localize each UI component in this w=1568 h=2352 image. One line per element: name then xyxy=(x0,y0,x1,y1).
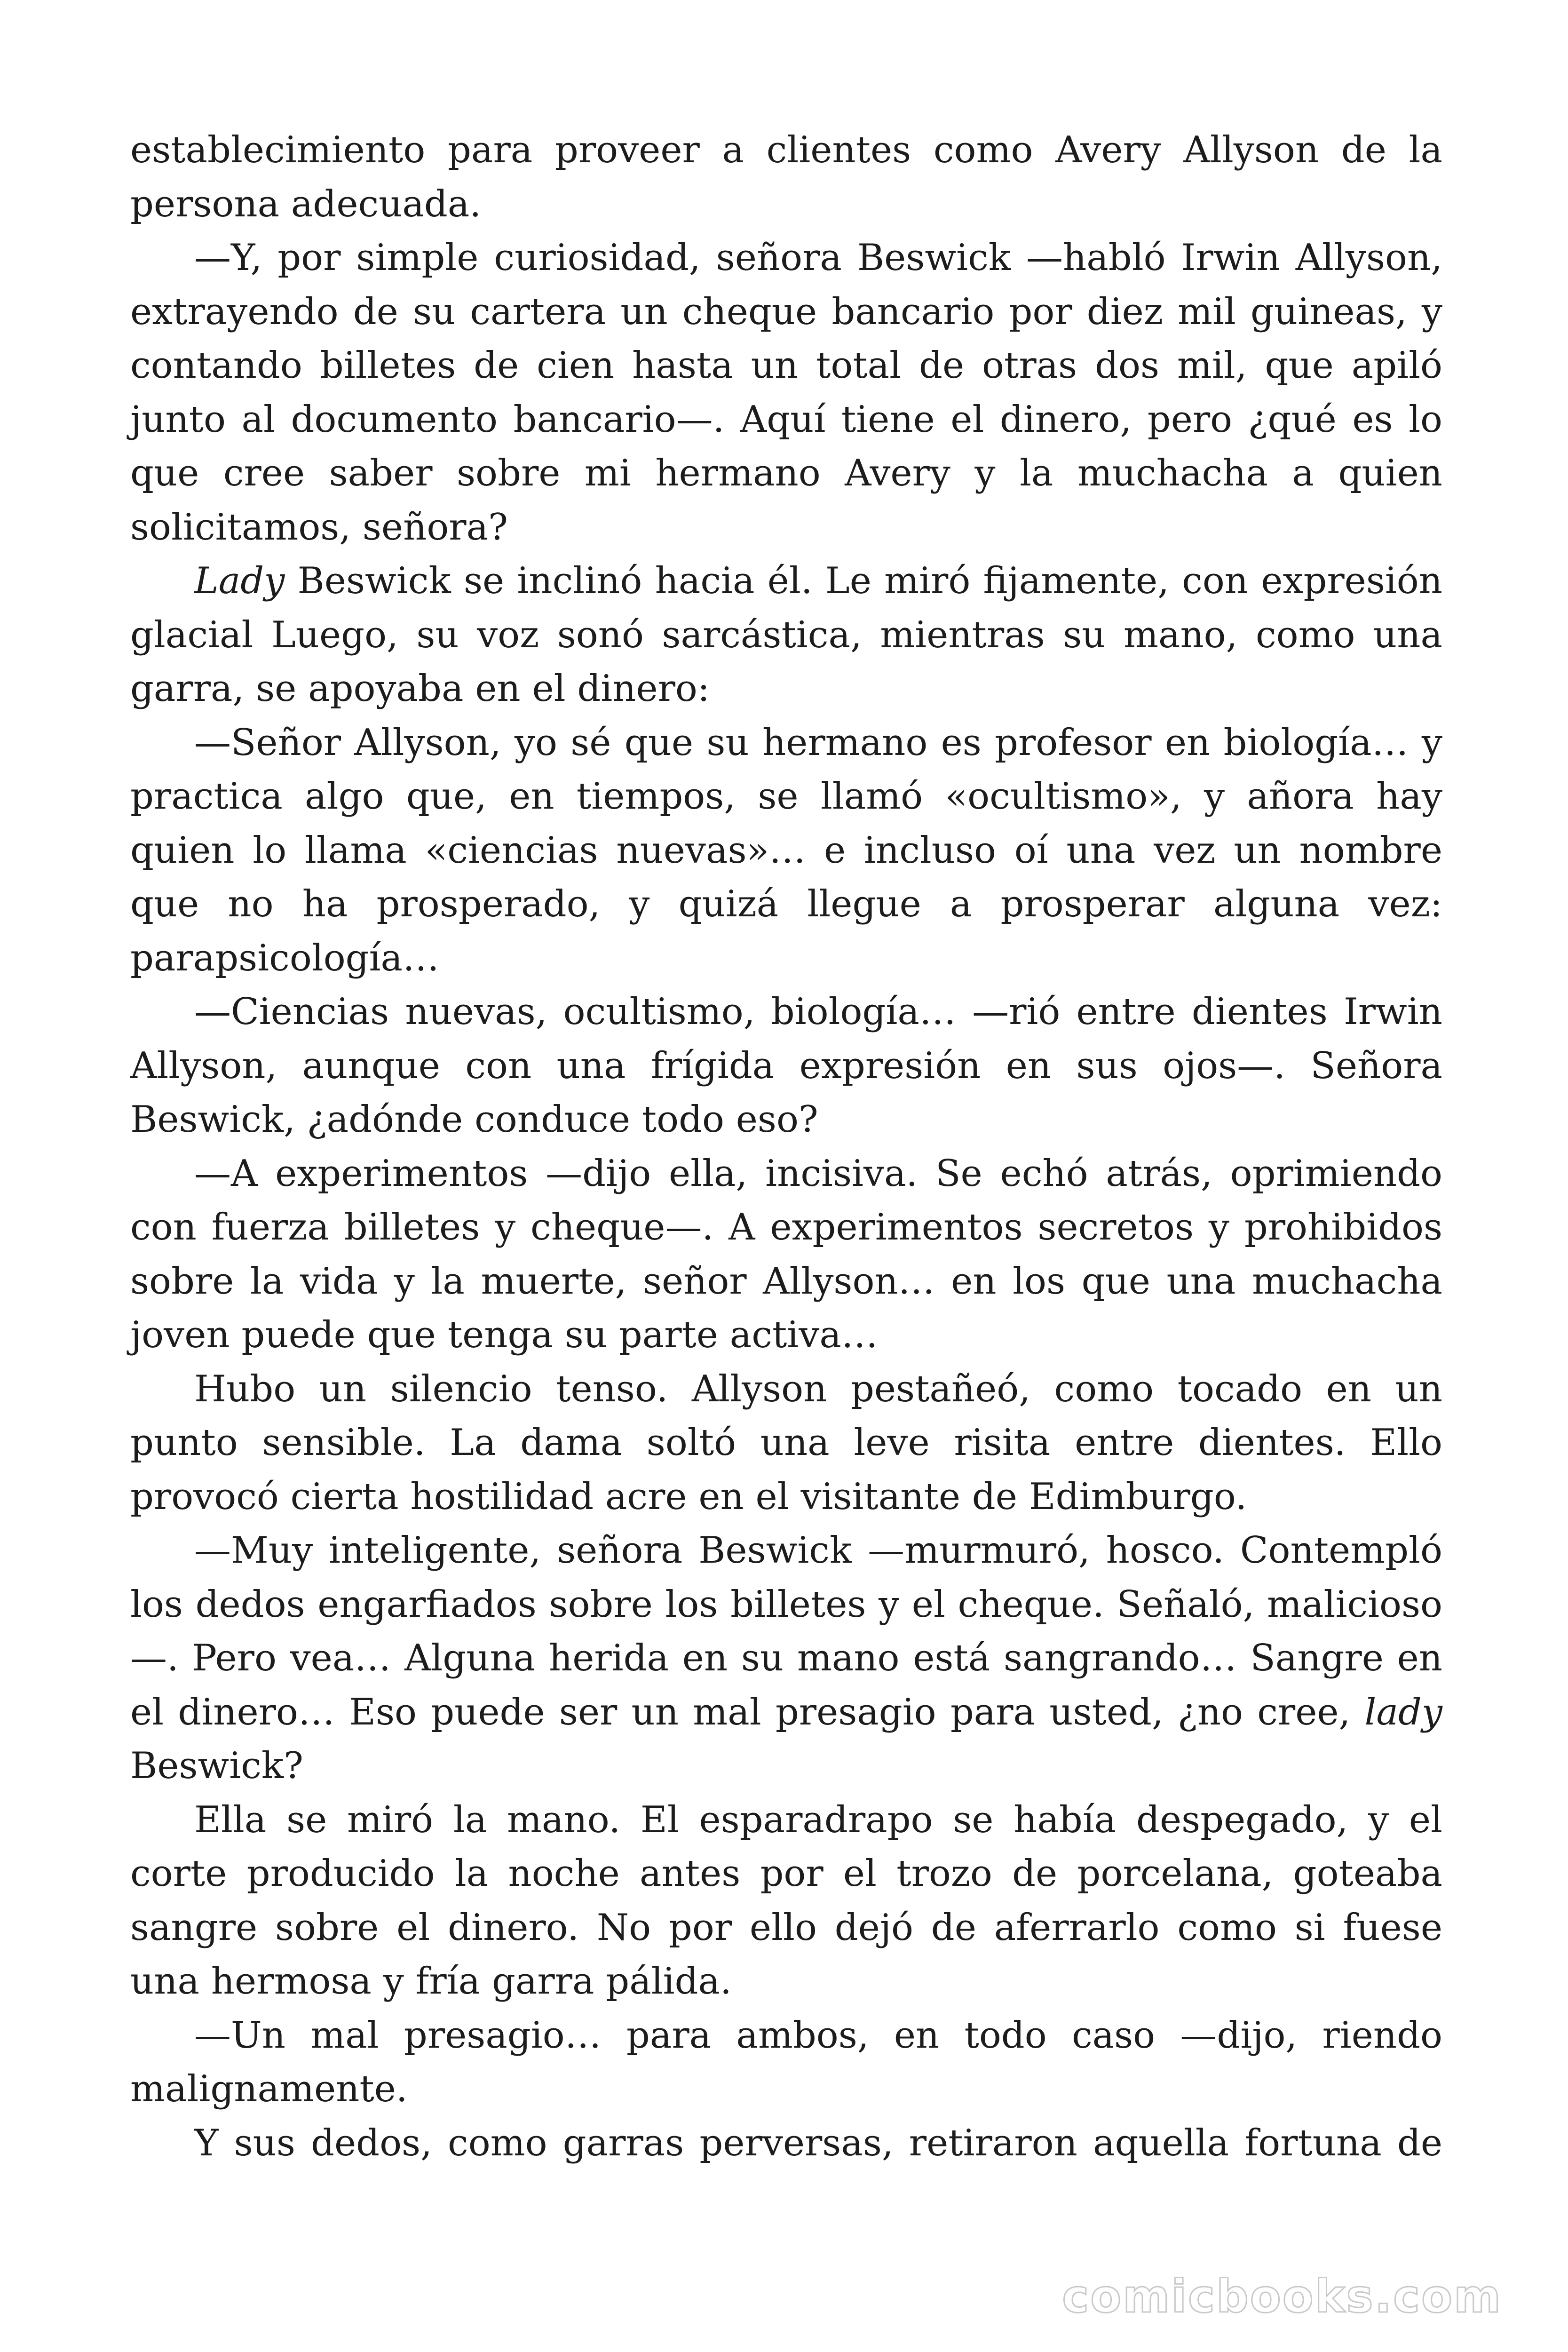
body-text xyxy=(130,123,1442,2170)
text-run: establecimiento para proveer a clientes como Avery Allyson de la persona adecuada. xyxy=(130,129,1442,225)
italic-text-run: lady xyxy=(1364,1691,1442,1733)
paragraph xyxy=(130,2116,1442,2170)
paragraph xyxy=(130,985,1442,1147)
text-run: Ella se miró la mano. El esparadrapo se había despegado, y el corte producido la noche antes por el trozo de porcelana, goteaba sangre sobre el dinero. No por ello dejó de aferrarlo como si fuese una hermosa y fría garra pálida. xyxy=(130,1798,1442,2002)
paragraph xyxy=(130,1362,1442,1524)
italic-text-run: Lady xyxy=(194,560,285,602)
text-run: —Ciencias nuevas, ocultismo, biología… —rió entre dientes Irwin Allyson, aunque con una frígida expresión en sus ojos—. Señora Beswick, ¿adónde conduce todo eso? xyxy=(130,991,1442,1141)
text-run: Y sus dedos, como garras perversas, retiraron aquella fortuna de xyxy=(194,2122,1442,2164)
paragraph xyxy=(130,1147,1442,1362)
watermark: comicbooks.com xyxy=(1062,2270,1502,2323)
paragraph xyxy=(130,123,1442,231)
paragraph xyxy=(130,1524,1442,1793)
text-run: Hubo un silencio tenso. Allyson pestañeó, como tocado en un punto sensible. La dama soltó una leve risita entre dientes. Ello provocó cierta hostilidad acre en el visitante de Edimburgo. xyxy=(130,1367,1442,1518)
paragraph xyxy=(130,716,1442,985)
paragraph xyxy=(130,1793,1442,2009)
text-run: —Muy inteligente, señora Beswick —murmuró, hosco. Contempló los dedos engarfiados sobre los billetes y el cheque. Señaló, malicioso—. Pero vea… Alguna herida en su mano está sangrando… Sangre en el dinero… Eso puede ser un mal presagio para usted, ¿no cree, xyxy=(130,1529,1442,1733)
paragraph xyxy=(130,554,1442,716)
text-run: —Y, por simple curiosidad, señora Beswick —habló Irwin Allyson, extrayendo de su cartera un cheque bancario por diez mil guineas, y contando billetes de cien hasta un total de otras dos mil, que apiló junto al documento bancario—. Aquí tiene el dinero, pero ¿qué es lo que cree saber sobre mi hermano Avery y la muchacha a quien solicitamos, señora? xyxy=(130,237,1442,548)
text-run: Beswick se inclinó hacia él. Le miró fijamente, con expresión glacial Luego, su voz sonó sarcástica, mientras su mano, como una garra, se apoyaba en el dinero: xyxy=(130,560,1442,710)
paragraph xyxy=(130,2009,1442,2116)
text-run: Beswick? xyxy=(130,1745,303,1787)
paragraph xyxy=(130,231,1442,554)
text-run: —Un mal presagio… para ambos, en todo caso —dijo, riendo malignamente. xyxy=(130,2014,1442,2110)
text-run: —Señor Allyson, yo sé que su hermano es profesor en biología… y practica algo que, en tiempos, se llamó «ocultismo», y añora hay quien lo llama «ciencias nuevas»… e incluso oí una vez un nombre que no ha prosperado, y quizá llegue a prosperar alguna vez: parapsicología… xyxy=(130,721,1442,979)
text-run: —A experimentos —dijo ella, incisiva. Se echó atrás, oprimiendo con fuerza billetes y cheque—. A experimentos secretos y prohibidos sobre la vida y la muerte, señor Allyson… en los que una muchacha joven puede que tenga su parte activa… xyxy=(130,1152,1442,1356)
